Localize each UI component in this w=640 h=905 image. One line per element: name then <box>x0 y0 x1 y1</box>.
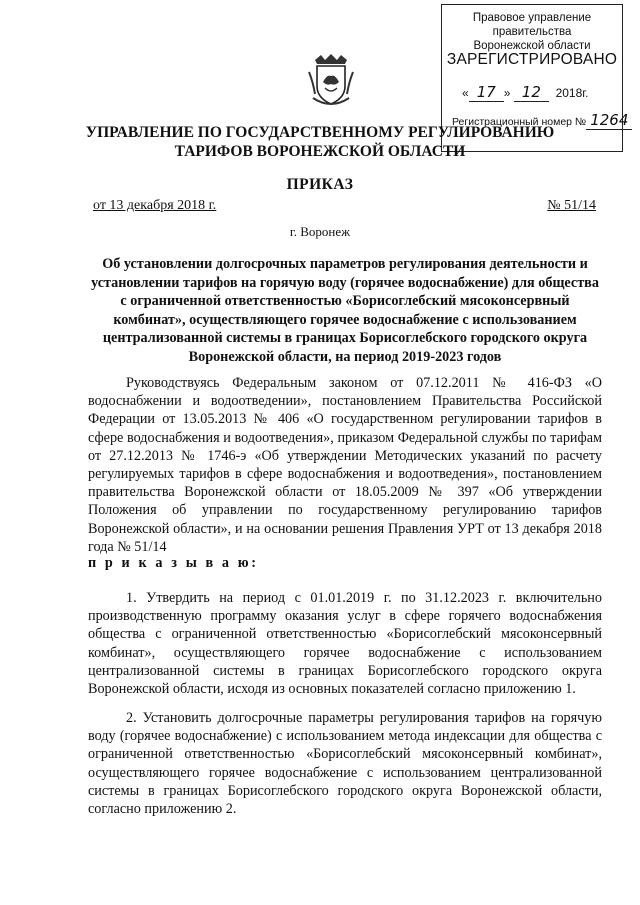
stamp-registered: ЗАРЕГИСТРИРОВАНО <box>446 51 618 68</box>
stamp-date-month: 12 <box>514 83 549 102</box>
item-2: 2. Установить долгосрочные параметры регулирования тарифов на горячую воду (горячее водоснабжение) с использованием метода индексации для общества с ограниченной ответственностью «Борисоглебский мясоконсервный комбинат», осуществляющего горячее водоснабжение с использованием централизованной системы в границах Борисоглебского городского округа Воронежской области, согласно приложению 2. <box>88 710 602 818</box>
doc-city: г. Воронеж <box>289 224 351 239</box>
stamp-year-suffix: г. <box>582 86 589 100</box>
doc-number: № 51/14 <box>547 198 596 213</box>
stamp-date-day: 17 <box>469 83 504 102</box>
stamp-reg-value: 1264 <box>586 111 632 130</box>
stamp-authority-line2: Воронежской области <box>473 40 591 52</box>
stamp-date: « 17 » 12 2018г. <box>462 83 589 101</box>
doc-date: от 13 декабря 2018 г. <box>93 198 217 213</box>
doc-type: ПРИКАЗ <box>286 176 354 193</box>
header-line1: УПРАВЛЕНИЕ ПО ГОСУДАРСТВЕННОМУ РЕГУЛИРОВАНИЮ <box>85 124 555 141</box>
item-1: 1. Утвердить на период с 01.01.2019 г. по 31.12.2023 г. включительно производственную программу оказания услуг в сфере горячего водоснабжения общества с ограниченной ответственностью «Борисоглебский мясоконсервный комбинат», осуществляющего горячее водоснабжение с использованием централизованной системы в границах Борисоглебского городского округа Воронежской области, исходя из основных показателей согласно приложению 1. <box>88 590 602 698</box>
preamble: Руководствуясь Федеральным законом от 07.12.2011 № 416-ФЗ «О водоснабжении и водоотведении», постановлением Правительства Российской Федерации от 13.05.2013 № 406 «О государственном регулировании тарифов в сфере водоснабжения и водоотведения», приказом Федеральной службы по тарифам от 27.12.2013 № 1746-э «Об утверждении Методических указаний по расчету регулируемых тарифов в сфере водоснабжения и водоотведения», постановлением правительства Воронежской области от 18.05.2009 № 397 «Об утверждении Положения об управлении по государственному регулированию тарифов Воронежской области», и на основании решения Правления УРТ от 13 декабря 2018 года № 51/14 <box>88 375 602 555</box>
stamp-date-year: 2018 <box>555 86 583 100</box>
stamp-reg-label: Регистрационный номер № <box>452 116 587 128</box>
decree-word: п р и к а з ы в а ю: <box>88 555 259 571</box>
stamp-authority-line1: Правовое управление правительства <box>472 12 592 38</box>
header-line2: ТАРИФОВ ВОРОНЕЖСКОЙ ОБЛАСТИ <box>174 143 466 160</box>
doc-subject: Об установлении долгосрочных параметров регулирования деятельности и установлении тарифов на горячую воду (горячее водоснабжение) для общества с ограниченной ответственностью «Борисоглебский мясоконсервный комбинат», осуществляющего горячее водоснабжение с использованием централизованной системы в границах Борисоглебского городского округа Воронежской области, на период 2019-2023 годов <box>91 256 599 365</box>
stamp-authority <box>442 11 622 53</box>
coat-of-arms-icon <box>307 52 355 108</box>
